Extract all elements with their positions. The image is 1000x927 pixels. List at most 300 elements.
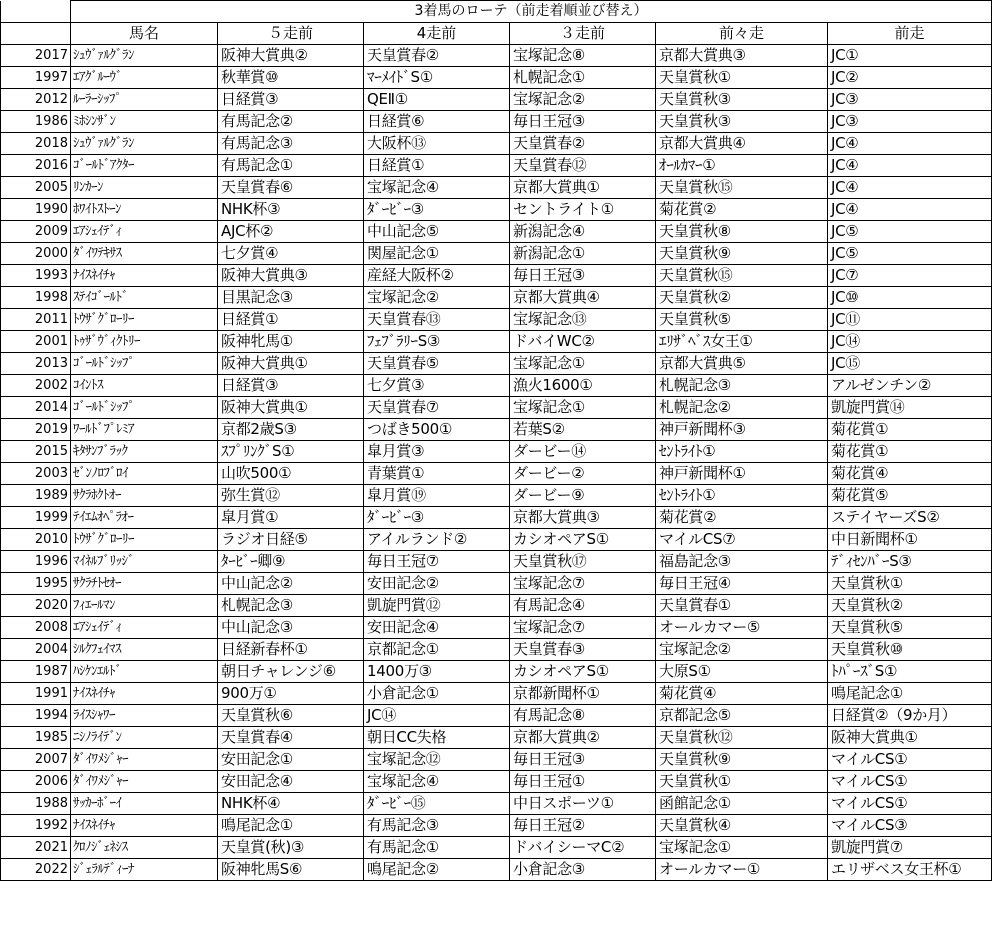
race-3-before-cell: 毎日王冠①: [510, 771, 656, 793]
race-5-before-cell: NHK杯④: [218, 793, 364, 815]
race-last-cell: JC③: [828, 89, 992, 111]
table-row: [1, 375, 992, 397]
race-5-before-cell: 天皇賞春⑥: [218, 177, 364, 199]
race-3-before-cell: 宝塚記念⑬: [510, 309, 656, 331]
year-cell: 2007: [1, 749, 71, 771]
race-4-before-cell: 1400万③: [364, 661, 510, 683]
race-4-before-cell: 天皇賞春②: [364, 45, 510, 67]
year-cell: 1995: [1, 573, 71, 595]
year-cell: 2018: [1, 133, 71, 155]
year-cell: 1986: [1, 111, 71, 133]
race-3-before-cell: ダービー⑭: [510, 441, 656, 463]
table-row: [1, 309, 992, 331]
year-cell: 2000: [1, 243, 71, 265]
header-5-races-before: ５走前: [218, 23, 364, 45]
race-2-before-cell: 天皇賞秋⑧: [656, 221, 828, 243]
race-5-before-cell: 中山記念③: [218, 617, 364, 639]
race-5-before-cell: 900万①: [218, 683, 364, 705]
race-2-before-cell: 天皇賞秋①: [656, 771, 828, 793]
year-cell: 2019: [1, 419, 71, 441]
race-3-before-cell: 京都大賞典④: [510, 287, 656, 309]
race-last-cell: エリザベス女王杯①: [828, 859, 992, 881]
race-3-before-cell: 天皇賞春②: [510, 133, 656, 155]
race-3-before-cell: 有馬記念④: [510, 595, 656, 617]
race-2-before-cell: 天皇賞秋③: [656, 111, 828, 133]
race-5-before-cell: 日経賞③: [218, 375, 364, 397]
race-3-before-cell: 新潟記念①: [510, 243, 656, 265]
race-5-before-cell: 安田記念④: [218, 771, 364, 793]
year-cell: 2016: [1, 155, 71, 177]
race-last-cell: 阪神大賞典①: [828, 727, 992, 749]
horse-name-cell: ﾎﾜｲﾄｽﾄｰﾝ: [71, 199, 218, 221]
table-row: [1, 661, 992, 683]
race-4-before-cell: 日経賞①: [364, 155, 510, 177]
table-row: [1, 507, 992, 529]
race-2-before-cell: ｾﾝﾄﾗｲﾄ①: [656, 485, 828, 507]
race-3-before-cell: 天皇賞春③: [510, 639, 656, 661]
race-2-before-cell: 宝塚記念①: [656, 837, 828, 859]
race-last-cell: JC⑪: [828, 309, 992, 331]
race-3-before-cell: 京都大賞典①: [510, 177, 656, 199]
table-row: [1, 199, 992, 221]
race-2-before-cell: オールカマー①: [656, 859, 828, 881]
race-3-before-cell: ドバイWC②: [510, 331, 656, 353]
table-row: [1, 397, 992, 419]
header-last-race: 前走: [828, 23, 992, 45]
horse-name-cell: ｸﾛﾉｼﾞｪﾈｼｽ: [71, 837, 218, 859]
horse-name-cell: ﾊｼｹﾝｴﾙﾄﾞ: [71, 661, 218, 683]
horse-name-cell: ﾅｲｽﾈｲﾁｬ: [71, 683, 218, 705]
race-4-before-cell: 皐月賞⑲: [364, 485, 510, 507]
race-2-before-cell: 天皇賞秋⑮: [656, 265, 828, 287]
race-last-cell: JC③: [828, 111, 992, 133]
year-cell: 1992: [1, 815, 71, 837]
year-cell: 2003: [1, 463, 71, 485]
horse-name-cell: ｻｸﾗﾁﾄｾｵｰ: [71, 573, 218, 595]
year-cell: 2022: [1, 859, 71, 881]
year-cell: 2013: [1, 353, 71, 375]
race-last-cell: マイルCS①: [828, 749, 992, 771]
race-last-cell: JC④: [828, 155, 992, 177]
race-2-before-cell: マイルCS⑦: [656, 529, 828, 551]
horse-name-cell: ﾀﾞｲﾜﾒｼﾞｬｰ: [71, 771, 218, 793]
horse-name-cell: ﾜｰﾙﾄﾞﾌﾟﾚﾐｱ: [71, 419, 218, 441]
year-cell: 2004: [1, 639, 71, 661]
table-row: [1, 89, 992, 111]
race-4-before-cell: ﾌｪﾌﾞﾗﾘｰS③: [364, 331, 510, 353]
table-row: [1, 67, 992, 89]
race-last-cell: マイルCS①: [828, 793, 992, 815]
race-4-before-cell: QEⅡ①: [364, 89, 510, 111]
table-row: [1, 705, 992, 727]
race-2-before-cell: 天皇賞秋⑫: [656, 727, 828, 749]
race-last-cell: 日経賞②（9か月）: [828, 705, 992, 727]
horse-name-cell: ｼﾙｸﾌｪｲﾏｽ: [71, 639, 218, 661]
race-5-before-cell: 天皇賞(秋)③: [218, 837, 364, 859]
table-row: [1, 793, 992, 815]
race-5-before-cell: 中山記念②: [218, 573, 364, 595]
race-4-before-cell: 鳴尾記念②: [364, 859, 510, 881]
race-2-before-cell: 天皇賞秋⑤: [656, 309, 828, 331]
race-5-before-cell: 京都2歳S③: [218, 419, 364, 441]
race-3-before-cell: 宝塚記念⑦: [510, 617, 656, 639]
horse-name-cell: ﾗｲｽｼｬﾜｰ: [71, 705, 218, 727]
horse-name-cell: ﾏｲﾈﾙﾌﾞﾘｯｼﾞ: [71, 551, 218, 573]
year-cell: 2009: [1, 221, 71, 243]
race-5-before-cell: ｽﾌﾟﾘﾝｸﾞS①: [218, 441, 364, 463]
horse-name-cell: ﾃｲｴﾑｵﾍﾟﾗｵｰ: [71, 507, 218, 529]
race-2-before-cell: 神戸新聞杯③: [656, 419, 828, 441]
race-4-before-cell: 朝日CC失格: [364, 727, 510, 749]
race-4-before-cell: ﾏｰﾒｲﾄﾞS①: [364, 67, 510, 89]
race-2-before-cell: ｾﾝﾄﾗｲﾄ①: [656, 441, 828, 463]
race-3-before-cell: 宝塚記念⑧: [510, 45, 656, 67]
race-3-before-cell: 中日スポーツ①: [510, 793, 656, 815]
race-4-before-cell: 凱旋門賞⑫: [364, 595, 510, 617]
year-cell: 2014: [1, 397, 71, 419]
race-5-before-cell: 朝日チャレンジ⑥: [218, 661, 364, 683]
table-row: [1, 639, 992, 661]
horse-name-cell: ｺﾞｰﾙﾄﾞｼｯﾌﾟ: [71, 353, 218, 375]
race-last-cell: アルゼンチン②: [828, 375, 992, 397]
race-4-before-cell: 宝塚記念④: [364, 771, 510, 793]
race-4-before-cell: つばき500①: [364, 419, 510, 441]
race-5-before-cell: 日経賞③: [218, 89, 364, 111]
race-2-before-cell: 天皇賞秋②: [656, 287, 828, 309]
race-3-before-cell: 毎日王冠③: [510, 265, 656, 287]
table-body: [1, 45, 992, 881]
race-4-before-cell: JC⑭: [364, 705, 510, 727]
race-2-before-cell: 天皇賞秋①: [656, 67, 828, 89]
race-last-cell: 凱旋門賞⑦: [828, 837, 992, 859]
race-2-before-cell: 函館記念①: [656, 793, 828, 815]
race-2-before-cell: オールカマー⑤: [656, 617, 828, 639]
race-5-before-cell: 阪神大賞典③: [218, 265, 364, 287]
year-cell: 1998: [1, 287, 71, 309]
race-2-before-cell: 京都記念⑤: [656, 705, 828, 727]
race-4-before-cell: 青葉賞①: [364, 463, 510, 485]
race-4-before-cell: 宝塚記念②: [364, 287, 510, 309]
race-5-before-cell: 日経賞①: [218, 309, 364, 331]
year-cell: 1996: [1, 551, 71, 573]
race-3-before-cell: 札幌記念①: [510, 67, 656, 89]
race-last-cell: JC①: [828, 45, 992, 67]
year-cell: 1990: [1, 199, 71, 221]
race-last-cell: JC④: [828, 133, 992, 155]
race-last-cell: ステイヤーズS②: [828, 507, 992, 529]
race-4-before-cell: アイルランド②: [364, 529, 510, 551]
horse-name-cell: ｺﾞｰﾙﾄﾞｼｯﾌﾟ: [71, 397, 218, 419]
horse-name-cell: ﾄｳｻﾞｸﾞﾛｰﾘｰ: [71, 309, 218, 331]
race-4-before-cell: 皐月賞③: [364, 441, 510, 463]
table-row: [1, 859, 992, 881]
race-3-before-cell: 京都大賞典②: [510, 727, 656, 749]
race-last-cell: 鳴尾記念①: [828, 683, 992, 705]
race-4-before-cell: 京都記念①: [364, 639, 510, 661]
race-last-cell: JC⑦: [828, 265, 992, 287]
table-row: [1, 771, 992, 793]
table-row: [1, 353, 992, 375]
table-row: [1, 243, 992, 265]
table-row: [1, 221, 992, 243]
race-4-before-cell: 産経大阪杯②: [364, 265, 510, 287]
race-5-before-cell: 阪神牝馬S⑥: [218, 859, 364, 881]
table-row: [1, 463, 992, 485]
horse-name-cell: ﾘﾝｶｰﾝ: [71, 177, 218, 199]
race-last-cell: 天皇賞秋⑤: [828, 617, 992, 639]
race-3-before-cell: 宝塚記念②: [510, 89, 656, 111]
horse-name-cell: ｺﾞｰﾙﾄﾞｱｸﾀｰ: [71, 155, 218, 177]
race-5-before-cell: 鳴尾記念①: [218, 815, 364, 837]
race-5-before-cell: 弥生賞⑫: [218, 485, 364, 507]
table-row: [1, 815, 992, 837]
race-last-cell: 天皇賞秋⑩: [828, 639, 992, 661]
race-3-before-cell: 宝塚記念⑦: [510, 573, 656, 595]
race-last-cell: JC④: [828, 177, 992, 199]
race-2-before-cell: 福島記念③: [656, 551, 828, 573]
race-last-cell: マイルCS①: [828, 771, 992, 793]
race-last-cell: ﾄﾊﾟｰｽﾞS①: [828, 661, 992, 683]
table-row: [1, 485, 992, 507]
race-4-before-cell: 宝塚記念⑫: [364, 749, 510, 771]
race-5-before-cell: 有馬記念②: [218, 111, 364, 133]
horse-name-cell: ｴｱｸﾞﾙｰｳﾞ: [71, 67, 218, 89]
table-row: [1, 111, 992, 133]
year-cell: 1994: [1, 705, 71, 727]
race-4-before-cell: 関屋記念①: [364, 243, 510, 265]
race-3-before-cell: カシオペアS①: [510, 529, 656, 551]
race-4-before-cell: 毎日王冠⑦: [364, 551, 510, 573]
header-row: [1, 23, 992, 45]
horse-name-cell: ｴｱｼｪｲﾃﾞｨ: [71, 617, 218, 639]
table-row: [1, 727, 992, 749]
race-2-before-cell: ｵｰﾙｶﾏｰ①: [656, 155, 828, 177]
race-3-before-cell: 新潟記念④: [510, 221, 656, 243]
race-4-before-cell: 小倉記念①: [364, 683, 510, 705]
year-cell: 1985: [1, 727, 71, 749]
table-row: [1, 419, 992, 441]
race-5-before-cell: NHK杯③: [218, 199, 364, 221]
race-5-before-cell: 天皇賞秋⑥: [218, 705, 364, 727]
table-row: [1, 331, 992, 353]
year-cell: 2008: [1, 617, 71, 639]
year-cell: 1988: [1, 793, 71, 815]
horse-name-cell: ｻｯｶｰﾎﾞｰｲ: [71, 793, 218, 815]
race-5-before-cell: 皐月賞①: [218, 507, 364, 529]
race-5-before-cell: 日経新春杯①: [218, 639, 364, 661]
horse-name-cell: ｾﾞﾝﾉﾛﾌﾞﾛｲ: [71, 463, 218, 485]
table-row: [1, 551, 992, 573]
race-5-before-cell: 阪神大賞典①: [218, 397, 364, 419]
race-last-cell: JC②: [828, 67, 992, 89]
horse-name-cell: ｼｭｳﾞｧﾙｸﾞﾗﾝ: [71, 45, 218, 67]
race-4-before-cell: 有馬記念③: [364, 815, 510, 837]
year-cell: 1989: [1, 485, 71, 507]
race-3-before-cell: カシオペアS①: [510, 661, 656, 683]
race-3-before-cell: 有馬記念⑧: [510, 705, 656, 727]
race-5-before-cell: 安田記念①: [218, 749, 364, 771]
race-4-before-cell: 大阪杯⑬: [364, 133, 510, 155]
race-4-before-cell: 天皇賞春⑬: [364, 309, 510, 331]
horse-name-cell: ﾄｳｻﾞｸﾞﾛｰﾘｰ: [71, 529, 218, 551]
race-2-before-cell: ｴﾘｻﾞﾍﾞｽ女王①: [656, 331, 828, 353]
race-5-before-cell: 七夕賞④: [218, 243, 364, 265]
horse-name-cell: ﾄｩｻﾞｳﾞｨｸﾄﾘｰ: [71, 331, 218, 353]
race-5-before-cell: 天皇賞春④: [218, 727, 364, 749]
year-cell: 1997: [1, 67, 71, 89]
year-cell: 1991: [1, 683, 71, 705]
table-row: [1, 265, 992, 287]
year-cell: 2012: [1, 89, 71, 111]
race-2-before-cell: 京都大賞典③: [656, 45, 828, 67]
year-cell: 2020: [1, 595, 71, 617]
race-5-before-cell: 阪神牝馬①: [218, 331, 364, 353]
year-cell: 2001: [1, 331, 71, 353]
year-cell: 1993: [1, 265, 71, 287]
race-5-before-cell: ラジオ日経⑤: [218, 529, 364, 551]
table-row: [1, 45, 992, 67]
year-cell: 2010: [1, 529, 71, 551]
horse-name-cell: ｴｱｼｪｲﾃﾞｨ: [71, 221, 218, 243]
horse-name-cell: ﾆｼﾉﾗｲﾃﾞﾝ: [71, 727, 218, 749]
race-4-before-cell: ﾀﾞｰﾋﾞｰ③: [364, 199, 510, 221]
race-2-before-cell: 菊花賞④: [656, 683, 828, 705]
title-row: [1, 1, 992, 23]
table-row: [1, 617, 992, 639]
header-3-races-before: ３走前: [510, 23, 656, 45]
horse-name-cell: ﾅｲｽﾈｲﾁｬ: [71, 265, 218, 287]
race-4-before-cell: 天皇賞春⑤: [364, 353, 510, 375]
table-row: [1, 573, 992, 595]
horse-name-cell: ｽﾃｲｺﾞｰﾙﾄﾞ: [71, 287, 218, 309]
horse-name-cell: ﾀﾞｲﾜﾒｼﾞｬｰ: [71, 749, 218, 771]
race-3-before-cell: 天皇賞春⑫: [510, 155, 656, 177]
table-title: 3着馬のローテ（前走着順並び替え）: [71, 1, 992, 23]
race-3-before-cell: 京都新聞杯①: [510, 683, 656, 705]
race-2-before-cell: 菊花賞②: [656, 507, 828, 529]
race-last-cell: JC⑤: [828, 243, 992, 265]
year-cell: 2006: [1, 771, 71, 793]
race-last-cell: JC⑤: [828, 221, 992, 243]
race-2-before-cell: 大原S①: [656, 661, 828, 683]
race-4-before-cell: 中山記念⑤: [364, 221, 510, 243]
race-2-before-cell: 毎日王冠④: [656, 573, 828, 595]
race-3-before-cell: 京都大賞典③: [510, 507, 656, 529]
horse-name-cell: ﾅｲｽﾈｲﾁｬ: [71, 815, 218, 837]
race-last-cell: JC⑮: [828, 353, 992, 375]
race-4-before-cell: 安田記念④: [364, 617, 510, 639]
year-cell: 2002: [1, 375, 71, 397]
race-5-before-cell: 有馬記念①: [218, 155, 364, 177]
race-5-before-cell: 阪神大賞典①: [218, 353, 364, 375]
table-row: [1, 155, 992, 177]
race-2-before-cell: 京都大賞典④: [656, 133, 828, 155]
table-row: [1, 837, 992, 859]
race-3-before-cell: 漁火1600①: [510, 375, 656, 397]
race-2-before-cell: 神戸新聞杯①: [656, 463, 828, 485]
race-last-cell: 天皇賞秋①: [828, 573, 992, 595]
race-3-before-cell: 毎日王冠③: [510, 111, 656, 133]
table-row: [1, 683, 992, 705]
year-cell: 2011: [1, 309, 71, 331]
race-3-before-cell: 宝塚記念①: [510, 353, 656, 375]
race-4-before-cell: ﾀﾞｰﾋﾞｰ③: [364, 507, 510, 529]
year-cell: 2021: [1, 837, 71, 859]
horse-name-cell: ｺｲﾝﾄｽ: [71, 375, 218, 397]
race-5-before-cell: 目黒記念③: [218, 287, 364, 309]
table-row: [1, 441, 992, 463]
race-2-before-cell: 天皇賞春①: [656, 595, 828, 617]
race-4-before-cell: 日経賞⑥: [364, 111, 510, 133]
race-2-before-cell: 札幌記念③: [656, 375, 828, 397]
race-last-cell: JC⑩: [828, 287, 992, 309]
race-4-before-cell: 七夕賞③: [364, 375, 510, 397]
race-3-before-cell: 若葉S②: [510, 419, 656, 441]
table-row: [1, 287, 992, 309]
race-5-before-cell: AJC杯②: [218, 221, 364, 243]
race-3-before-cell: 天皇賞秋⑰: [510, 551, 656, 573]
header-year-cell: [1, 23, 71, 45]
horse-name-cell: ﾙｰﾗｰｼｯﾌﾟ: [71, 89, 218, 111]
race-2-before-cell: 菊花賞②: [656, 199, 828, 221]
race-3-before-cell: ダービー⑨: [510, 485, 656, 507]
race-5-before-cell: 有馬記念③: [218, 133, 364, 155]
race-5-before-cell: ﾀｰﾋﾞｰ卿⑨: [218, 551, 364, 573]
race-last-cell: 凱旋門賞⑭: [828, 397, 992, 419]
race-2-before-cell: 京都大賞典⑤: [656, 353, 828, 375]
race-4-before-cell: 有馬記念①: [364, 837, 510, 859]
year-cell: 2015: [1, 441, 71, 463]
race-2-before-cell: 札幌記念②: [656, 397, 828, 419]
race-3-before-cell: ダービー②: [510, 463, 656, 485]
race-last-cell: ﾃﾞｨｾﾝﾊﾞｰS③: [828, 551, 992, 573]
race-2-before-cell: 天皇賞秋⑮: [656, 177, 828, 199]
year-cell: 1987: [1, 661, 71, 683]
horse-name-cell: ﾐﾎｼﾝｻﾞﾝ: [71, 111, 218, 133]
race-4-before-cell: 宝塚記念④: [364, 177, 510, 199]
race-5-before-cell: 阪神大賞典②: [218, 45, 364, 67]
race-last-cell: マイルCS③: [828, 815, 992, 837]
table-row: [1, 529, 992, 551]
table-row: [1, 177, 992, 199]
table-row: [1, 133, 992, 155]
race-2-before-cell: 天皇賞秋③: [656, 89, 828, 111]
race-5-before-cell: 山吹500①: [218, 463, 364, 485]
race-2-before-cell: 宝塚記念②: [656, 639, 828, 661]
race-3-before-cell: 毎日王冠②: [510, 815, 656, 837]
header-4-races-before: 4走前: [364, 23, 510, 45]
race-5-before-cell: 秋華賞⑩: [218, 67, 364, 89]
horse-name-cell: ｷﾀｻﾝﾌﾞﾗｯｸ: [71, 441, 218, 463]
race-5-before-cell: 札幌記念③: [218, 595, 364, 617]
race-3-before-cell: セントライト①: [510, 199, 656, 221]
race-3-before-cell: ドバイシーマC②: [510, 837, 656, 859]
race-3-before-cell: 小倉記念③: [510, 859, 656, 881]
table-row: [1, 749, 992, 771]
year-cell: 2017: [1, 45, 71, 67]
race-4-before-cell: ﾀﾞｰﾋﾞｰ⑮: [364, 793, 510, 815]
horse-name-cell: ｻｸﾗﾎｸﾄｵｰ: [71, 485, 218, 507]
race-last-cell: 菊花賞①: [828, 441, 992, 463]
race-4-before-cell: 安田記念②: [364, 573, 510, 595]
horse-name-cell: ｼﾞｪﾗﾙﾃﾞｨｰﾅ: [71, 859, 218, 881]
race-3-before-cell: 宝塚記念①: [510, 397, 656, 419]
table-row: [1, 595, 992, 617]
title-blank-cell: [1, 1, 71, 23]
horse-name-cell: ｼｭｳﾞｧﾙｸﾞﾗﾝ: [71, 133, 218, 155]
race-4-before-cell: 天皇賞春⑦: [364, 397, 510, 419]
year-cell: 2005: [1, 177, 71, 199]
